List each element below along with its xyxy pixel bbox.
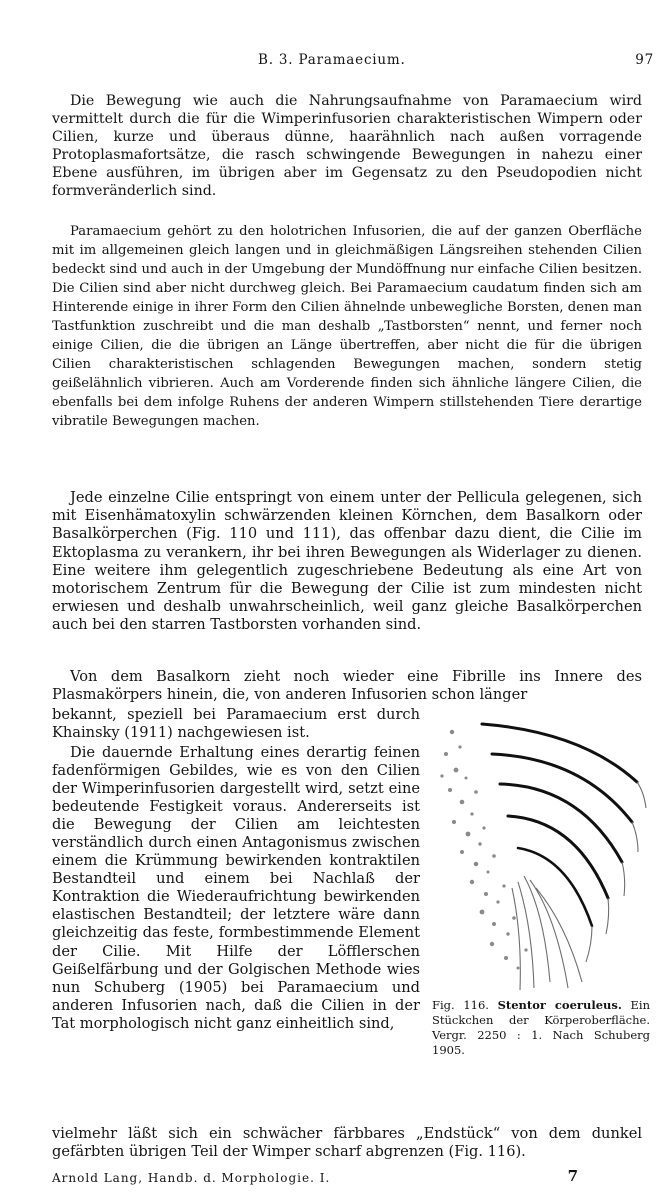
- figure-116: [432, 712, 650, 1100]
- page-footer: [52, 1167, 648, 1189]
- book-reference: Arnold Lang, Handb. d. Morphologie. I.: [52, 1171, 331, 1185]
- figure-species: Stentor coeruleus.: [497, 998, 622, 1012]
- paragraph-4-intro: Von dem Basalkorn zieht noch wieder eine Fibrille ins Innere des Plasmakörpers hinein, die, von anderen Infusorien schon länger: [52, 668, 642, 704]
- page-number: 97: [635, 52, 654, 68]
- paragraph-5-part-2: vielmehr läßt sich ein schwächer färbbares „Endstück“ von dem dunkel gefärbten übrigen Teil der Wimper scharf abgrenzen (Fig. 116).: [52, 1125, 642, 1161]
- running-header: [58, 52, 654, 72]
- paragraph-3: Jede einzelne Cilie entspringt von einem unter der Pellicula gelegenen, sich mit Eisenhämatoxylin schwärzenden kleinen Körnchen, dem Basalkorn oder Basalkörperchen (Fig. 110 und 111), das offenbar dazu dient, die Cilie im Ektoplasma zu verankern, ihr bei ihren Bewegungen als Widerlager zu dienen. Eine weitere ihm gelegentlich zugeschriebene Bedeutung als eine Art von motorischem Zentrum für die Bewegung der Cilie ist zum mindesten nicht erwiesen und deshalb unwahrscheinlich, weil ganz gleiche Basalkörperchen auch bei den starren Tastborsten vorhanden sind.: [52, 489, 642, 634]
- figure-caption-text: Ein Stückchen der Körperoberfläche. Vergr. 2250 : 1. Nach Schuberg 1905.: [432, 998, 651, 1057]
- signature-mark: 7: [567, 1167, 578, 1185]
- running-title: B. 3. Paramaecium.: [258, 52, 406, 68]
- paragraph-5-part-1: Die dauernde Erhaltung eines derartig feinen fadenförmigen Gebildes, wie es von den Cilien der Wimperinfusorien dargestellt wird, setzt eine bedeutende Festigkeit voraus. Andererseits ist die Bewegung der Cilien am leichtesten verständlich durch einen Antagonismus zwischen einem die Krümmung bewirkenden kontraktilen Bestandteil und einem bei Nachlaß der Kontraktion die Wiederaufrichtung bewirkenden elastischen Bestandteil; der letztere wäre dann gleichzeitig das feste, formbestimmende Element der Cilie. Mit Hilfe der Löfflerschen Geißelfärbung und der Golgischen Methode wies nun Schuberg (1905) bei Paramaecium und anderen Infusorien nach, daß die Cilien in der Tat morphologisch nicht ganz einheitlich sind,: [52, 744, 420, 1032]
- paragraph-1: Die Bewegung wie auch die Nahrungsaufnahme von Paramaecium wird vermittelt durch die für die Wimperinfusorien charakteristischen Wimpern oder Cilien, kurze und überaus dünne, haarähnlich nach außen vorragende Protoplasmafortsätze, die rasch schwingende Bewegungen in nahezu einer Ebene ausführen, im übrigen aber im Gegensatz zu den Pseudopodien nicht formveränderlich sind.: [52, 93, 642, 199]
- stentor-cilia-illustration: [432, 712, 650, 994]
- figure-caption: [432, 998, 650, 1058]
- figure-label: Fig. 116.: [432, 998, 489, 1012]
- paragraph-4-rest: bekannt, speziell bei Paramaecium erst durch Khainsky (1911) nachgewiesen ist.: [52, 706, 420, 742]
- paragraph-2: Paramaecium gehört zu den holotrichen Infusorien, die auf der ganzen Oberfläche mit im allgemeinen gleich langen und in gleichmäßigen Längsreihen stehenden Cilien bedeckt sind und auch in der Umgebung der Mundöffnung nur einfache Cilien besitzen. Die Cilien sind aber nicht durchweg gleich. Bei Paramaecium caudatum finden sich am Hinterende einige in ihrer Form den Cilien ähnelnde unbewegliche Borsten, denen man Tastfunktion zuschreibt und die man deshalb „Tastborsten“ nennt, und ferner noch einige Cilien, die die übrigen an Länge übertreffen, aber nicht die für die übrigen Cilien charakteristischen schlagenden Bewegungen machen, sondern stetig geißelähnlich vibrieren. Auch am Vorderende finden sich ähnliche längere Cilien, die ebenfalls bei dem infolge Ruhens der anderen Wimpern stillstehenden Tiere derartige vibratile Bewegungen machen.: [52, 224, 643, 429]
